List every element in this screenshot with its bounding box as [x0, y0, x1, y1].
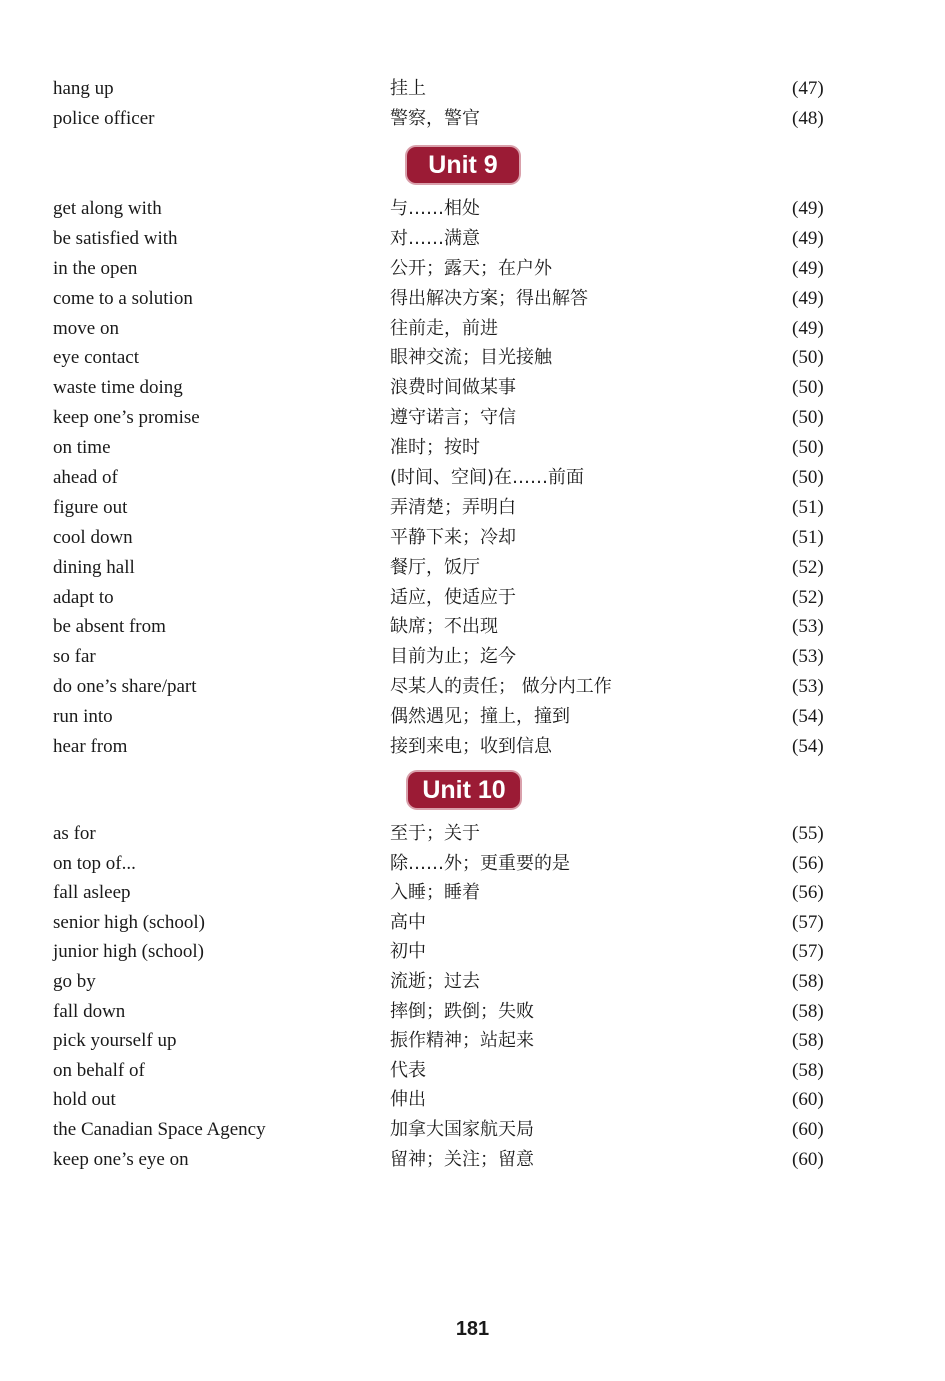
- page-reference: (55): [792, 823, 824, 844]
- chinese-meaning: 平静下来；冷却: [390, 526, 516, 548]
- page-reference: (58): [792, 1059, 824, 1081]
- chinese-meaning: 浪费时间做某事: [390, 377, 516, 399]
- english-phrase: hold out: [53, 1089, 116, 1111]
- page-reference: (50): [792, 347, 824, 369]
- vocab-entry: [0, 463, 945, 493]
- english-phrase: junior high (school): [53, 941, 204, 963]
- entry-list-top: [0, 74, 945, 134]
- page-reference: (57): [792, 941, 824, 963]
- vocab-entry: [0, 1115, 945, 1145]
- english-phrase: run into: [53, 706, 113, 728]
- page-reference: (53): [792, 676, 824, 698]
- english-phrase: dining hall: [53, 556, 135, 578]
- chinese-meaning: 偶然遇见；撞上，撞到: [390, 706, 570, 728]
- chinese-meaning: 对……满意: [390, 227, 480, 249]
- chinese-meaning: 眼神交流；目光接触: [390, 347, 552, 369]
- vocab-entry: [0, 612, 945, 642]
- vocab-entry: [0, 702, 945, 732]
- vocab-entry: [0, 1056, 945, 1086]
- page-reference: (48): [792, 108, 824, 129]
- chinese-meaning: 缺席；不出现: [390, 616, 498, 638]
- entry-list-unit-9: [0, 194, 945, 762]
- page-reference: (58): [792, 1030, 824, 1052]
- english-phrase: keep one’s eye on: [53, 1148, 189, 1170]
- chinese-meaning: 入睡；睡着: [390, 882, 480, 904]
- chinese-meaning: 留神；关注；留意: [390, 1148, 534, 1170]
- page-reference: (50): [792, 467, 824, 489]
- chinese-meaning: 伸出: [390, 1089, 426, 1111]
- chinese-meaning: 适应，使适应于: [390, 586, 516, 608]
- chinese-meaning: 弄清楚；弄明白: [390, 496, 516, 518]
- page-reference: (51): [792, 526, 824, 548]
- page-reference: (51): [792, 496, 824, 518]
- chinese-meaning: 餐厅，饭厅: [390, 556, 480, 578]
- english-phrase: in the open: [53, 257, 138, 279]
- page-reference: (58): [792, 1000, 824, 1022]
- page-reference: (49): [792, 227, 824, 249]
- english-phrase: pick yourself up: [53, 1030, 177, 1052]
- english-phrase: on time: [53, 437, 111, 459]
- english-phrase: hear from: [53, 736, 128, 758]
- vocab-entry: [0, 104, 945, 134]
- page-reference: (49): [792, 317, 824, 339]
- english-phrase: adapt to: [53, 586, 114, 608]
- english-phrase: senior high (school): [53, 911, 205, 933]
- page-reference: (58): [792, 970, 824, 992]
- page-reference: (56): [792, 852, 824, 874]
- page-reference: (57): [792, 911, 824, 933]
- unit-10-heading: Unit 10: [408, 772, 520, 808]
- vocab-entry: [0, 878, 945, 908]
- vocab-entry: [0, 908, 945, 938]
- vocab-entry: [0, 433, 945, 463]
- english-phrase: fall asleep: [53, 882, 131, 904]
- chinese-meaning: 挂上: [390, 78, 426, 99]
- page-reference: (49): [792, 198, 824, 219]
- chinese-meaning: 准时；按时: [390, 437, 480, 459]
- page-number: 181: [455, 1318, 490, 1340]
- vocab-entry: [0, 553, 945, 583]
- chinese-meaning: 警察，警官: [390, 108, 480, 129]
- page-reference: (52): [792, 556, 824, 578]
- page-reference: (50): [792, 407, 824, 429]
- vocab-entry: [0, 194, 945, 224]
- vocab-entry: [0, 284, 945, 314]
- vocab-entry: [0, 819, 945, 849]
- vocab-entry: [0, 642, 945, 672]
- chinese-meaning: (时间、空间)在……前面: [390, 467, 585, 489]
- vocab-entry: [0, 583, 945, 613]
- page-reference: (47): [792, 78, 824, 99]
- english-phrase: keep one’s promise: [53, 407, 200, 429]
- chinese-meaning: 代表: [390, 1059, 426, 1081]
- english-phrase: the Canadian Space Agency: [53, 1118, 266, 1140]
- english-phrase: on top of...: [53, 852, 136, 874]
- page-reference: (54): [792, 706, 824, 728]
- chinese-meaning: 往前走，前进: [390, 317, 498, 339]
- vocab-entry: [0, 967, 945, 997]
- page-reference: (50): [792, 377, 824, 399]
- vocab-entry: [0, 1145, 945, 1175]
- vocab-entry: [0, 523, 945, 553]
- chinese-meaning: 流逝；过去: [390, 970, 480, 992]
- vocab-entry: [0, 224, 945, 254]
- chinese-meaning: 摔倒；跌倒；失败: [390, 1000, 534, 1022]
- chinese-meaning: 初中: [390, 941, 426, 963]
- english-phrase: be absent from: [53, 616, 166, 638]
- english-phrase: eye contact: [53, 347, 139, 369]
- chinese-meaning: 接到来电；收到信息: [390, 736, 552, 758]
- entry-list-unit-10: [0, 819, 945, 1174]
- vocab-entry: [0, 74, 945, 104]
- vocab-entry: [0, 849, 945, 879]
- page-reference: (53): [792, 616, 824, 638]
- english-phrase: do one’s share/part: [53, 676, 197, 698]
- english-phrase: figure out: [53, 496, 128, 518]
- chinese-meaning: 至于；关于: [390, 823, 480, 844]
- page-reference: (54): [792, 736, 824, 758]
- english-phrase: get along with: [53, 198, 162, 219]
- page-reference: (49): [792, 287, 824, 309]
- english-phrase: be satisfied with: [53, 227, 178, 249]
- vocab-entry: [0, 1085, 945, 1115]
- chinese-meaning: 振作精神；站起来: [390, 1030, 534, 1052]
- english-phrase: ahead of: [53, 467, 118, 489]
- page-reference: (60): [792, 1118, 824, 1140]
- vocab-entry: [0, 314, 945, 344]
- english-phrase: hang up: [53, 78, 114, 99]
- chinese-meaning: 公开；露天；在户外: [390, 257, 552, 279]
- chinese-meaning: 遵守诺言；守信: [390, 407, 516, 429]
- page-reference: (60): [792, 1148, 824, 1170]
- english-phrase: go by: [53, 970, 96, 992]
- english-phrase: cool down: [53, 526, 133, 548]
- english-phrase: come to a solution: [53, 287, 193, 309]
- vocab-entry: [0, 997, 945, 1027]
- page-reference: (50): [792, 437, 824, 459]
- english-phrase: so far: [53, 646, 96, 668]
- chinese-meaning: 与……相处: [390, 198, 480, 219]
- chinese-meaning: 加拿大国家航天局: [390, 1118, 534, 1140]
- page-reference: (53): [792, 646, 824, 668]
- chinese-meaning: 目前为止；迄今: [390, 646, 516, 668]
- page-reference: (49): [792, 257, 824, 279]
- vocab-entry: [0, 493, 945, 523]
- english-phrase: move on: [53, 317, 119, 339]
- page-reference: (56): [792, 882, 824, 904]
- vocab-entry: [0, 1026, 945, 1056]
- vocab-entry: [0, 937, 945, 967]
- english-phrase: as for: [53, 823, 96, 844]
- english-phrase: police officer: [53, 108, 155, 129]
- page-reference: (52): [792, 586, 824, 608]
- chinese-meaning: 得出解决方案；得出解答: [390, 287, 588, 309]
- vocab-entry: [0, 732, 945, 762]
- vocab-entry: [0, 672, 945, 702]
- vocab-entry: [0, 373, 945, 403]
- page-reference: (60): [792, 1089, 824, 1111]
- vocab-entry: [0, 254, 945, 284]
- chinese-meaning: 高中: [390, 911, 426, 933]
- vocab-entry: [0, 343, 945, 373]
- vocab-entry: [0, 403, 945, 433]
- chinese-meaning: 除……外；更重要的是: [390, 852, 570, 874]
- english-phrase: on behalf of: [53, 1059, 145, 1081]
- unit-9-heading: Unit 9: [407, 147, 519, 183]
- english-phrase: fall down: [53, 1000, 126, 1022]
- english-phrase: waste time doing: [53, 377, 183, 399]
- chinese-meaning: 尽某人的责任； 做分内工作: [390, 676, 612, 698]
